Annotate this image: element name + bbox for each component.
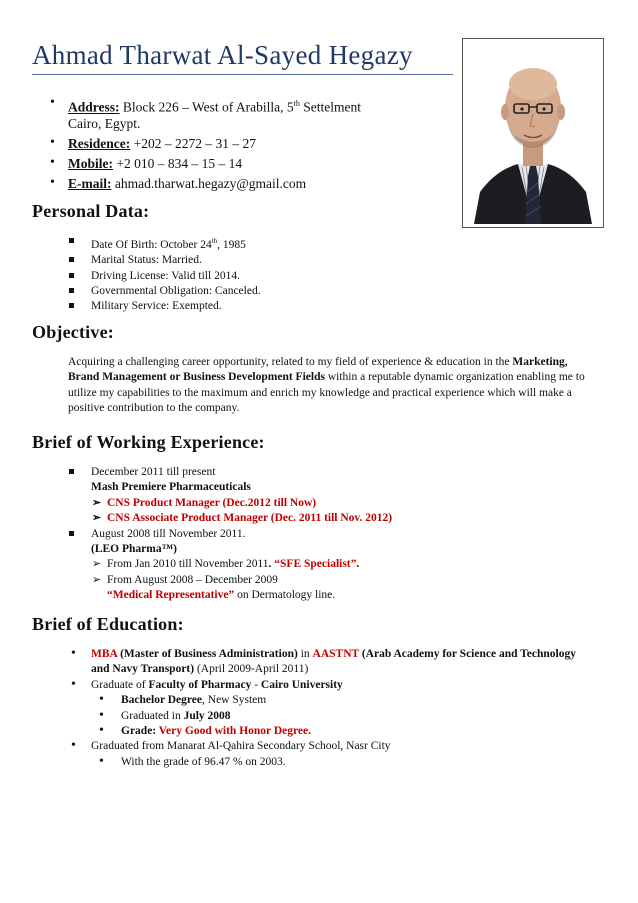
mobile-value: +2 010 – 834 – 15 – 14 (113, 155, 243, 171)
contact-residence (68, 136, 458, 152)
job2-role1-title: “SFE Specialist” (274, 558, 357, 571)
education-item-pharmacy (91, 678, 591, 740)
residence-value: +202 – 2272 – 31 – 27 (130, 135, 256, 151)
job1-role: ➢ CNS Product Manager (Dec.2012 till Now) (107, 496, 591, 511)
job-entry (91, 465, 591, 527)
personal-item (91, 234, 451, 253)
grad-faculty: Faculty of Pharmacy (148, 678, 252, 691)
contact-list (68, 96, 458, 196)
section-work-title: Brief of Working Experience: (32, 432, 265, 452)
dob-year: , 1985 (217, 238, 246, 251)
profile-photo (462, 38, 604, 228)
address-value: Block 226 – West of Arabilla, 5 (119, 99, 294, 115)
contact-address (68, 96, 458, 132)
dob-text: Date Of Birth: October 24 (91, 238, 212, 251)
contact-mobile (68, 156, 458, 172)
job2-roles (91, 557, 591, 603)
section-education-title: Brief of Education: (32, 614, 184, 634)
education-item-school (91, 739, 591, 770)
portrait-image (466, 42, 600, 224)
job2-role2-post: on Dermatology line. (234, 589, 336, 602)
candidate-name: Ahmad Tharwat Al-Sayed Hegazy (32, 40, 413, 70)
name-underline (32, 74, 453, 75)
mba-label: MBA (91, 648, 118, 660)
grad-dash: - (251, 678, 261, 691)
job2-role2-period: From August 2008 – December 2009 (107, 573, 278, 586)
pharmacy-details (91, 693, 591, 739)
job1-role: ➢ CNS Associate Product Manager (Dec. 2011 till Nov. 2012) (107, 511, 591, 526)
job2-period: August 2008 till November 2011. (91, 527, 246, 540)
school-name: Graduated from Manarat Al-Qahira Secondary School, Nasr City (91, 740, 391, 753)
job2-role2-title: “Medical Representative” (107, 589, 235, 602)
address-sup: th (293, 99, 300, 108)
school-details (91, 755, 591, 770)
grade-value: Very Good with Honor Degree. (156, 725, 311, 738)
aastnt-full: (Arab Academy for Science and Technology and Navy Transport) (91, 648, 576, 676)
personal-item: Military Service: Exempted. (91, 299, 451, 314)
grade-item (121, 724, 591, 739)
mobile-label: Mobile: (68, 155, 113, 171)
email-label: E-mail: (68, 175, 112, 191)
address-value-post: Settelment (299, 99, 362, 115)
bachelor-degree: Bachelor Degree (121, 694, 203, 707)
mba-in: in (297, 648, 313, 660)
personal-item: Marital Status: Married. (91, 253, 451, 268)
education-item-mba (91, 647, 591, 678)
job1-period: December 2011 till present (91, 466, 216, 478)
email-value[interactable]: ahmad.tharwat.hegazy@gmail.com (111, 175, 307, 191)
address-label: Address: (68, 99, 120, 115)
job1-company: Mash Premiere Pharmaceuticals (91, 481, 251, 494)
contact-email (68, 176, 458, 192)
objective-part1: Acquiring a challenging career opportunity, related to my field of experience & education in the (68, 356, 513, 368)
job2-role (107, 557, 591, 572)
address-line2: Cairo, Egypt. (68, 115, 141, 131)
grade-label: Grade: (121, 725, 157, 738)
personal-list (91, 234, 451, 315)
bachelor-item (121, 693, 591, 708)
work-list (91, 465, 591, 604)
job2-role1-end: . (356, 558, 360, 571)
personal-item: Governmental Obligation: Canceled. (91, 284, 451, 299)
job2-role1-dot: . (268, 558, 275, 571)
job2-company: (LEO Pharma™) (91, 543, 177, 556)
job2-role1-period: From Jan 2010 till November 2011 (107, 558, 269, 571)
grad-pre: Graduate of (91, 678, 149, 691)
objective-fields: Marketing, Brand Management or Business Development Fields (68, 356, 568, 384)
bachelor-system: , New System (202, 694, 267, 707)
section-objective-title: Objective: (32, 322, 114, 342)
aastnt-label: AASTNT (312, 648, 359, 660)
mba-full: (Master of Business Administration) (117, 648, 298, 660)
graduated-year: July 2008 (183, 709, 231, 722)
job1-roles (91, 496, 591, 527)
job2-role (107, 573, 591, 604)
section-personal-title: Personal Data: (32, 201, 150, 221)
residence-label: Residence: (68, 135, 131, 151)
graduated-pre: Graduated in (121, 709, 184, 722)
school-grade: • With the grade of 96.47 % on 2003. (121, 755, 591, 770)
dob-sup: th (211, 237, 218, 245)
education-list (91, 647, 591, 770)
personal-item: Driving License: Valid till 2014. (91, 269, 451, 284)
job-entry (91, 527, 591, 604)
grad-university: Cairo University (260, 678, 343, 691)
graduated-item (121, 709, 591, 724)
objective-text (68, 355, 588, 417)
mba-period: (April 2009-April 2011) (194, 663, 309, 676)
objective-part2: within a reputable dynamic organization enabling me to utilize my capabilities to the maximum and enrich my knowledge and practical experience which will make a positive contribution to the company. (68, 371, 585, 415)
